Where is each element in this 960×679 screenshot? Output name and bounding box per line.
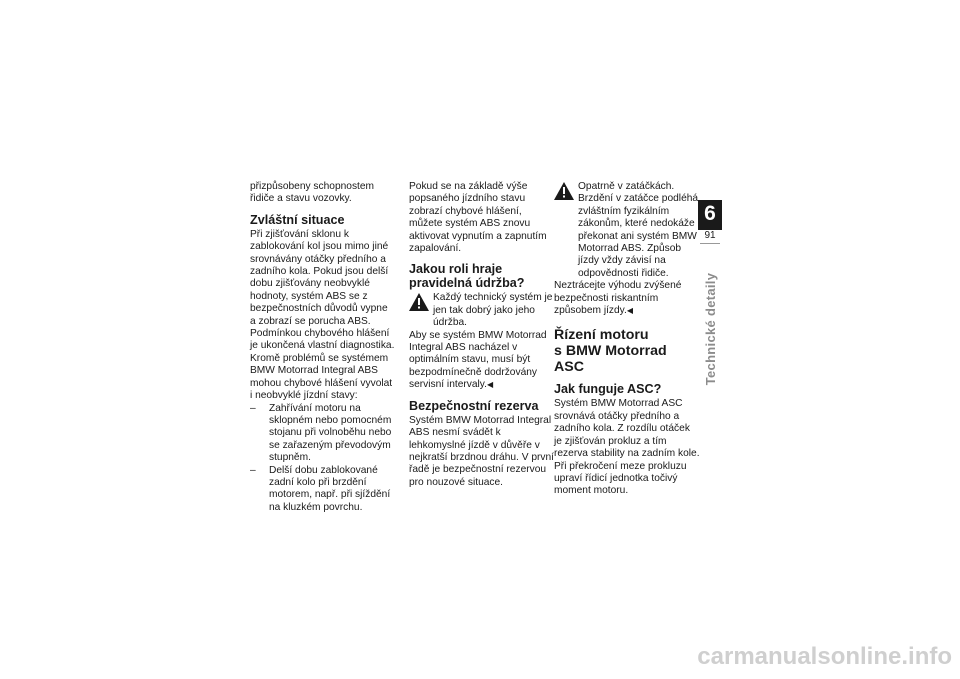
text-column-2	[409, 181, 555, 489]
heading-asc	[554, 327, 700, 375]
heading-special-situations: Zvláštní situace	[250, 212, 345, 227]
respect-text: Neztrácejte výhodu zvýšené bezpečnosti riskantním způsobem jízdy.	[554, 280, 682, 317]
warning-triangle-icon	[409, 293, 429, 311]
intro-paragraph: přizpůsobeny schopnostem řidiče a stavu vozovky.	[250, 181, 375, 205]
maintenance-text: Aby se systém BMW Motorrad Integral ABS nacházel v optimálním stavu, musí být bezpodmínečně dodržovány servisní intervaly.	[409, 329, 547, 391]
how-asc-works-paragraph: Systém BMW Motorrad ASC srovnává otáčky předního a zadního kola. Z rozdílu otáček je zjišťován prokluz a tím rezerva stability na zadním kole. Při překročení meze prokluzu upraví řídicí jednotka točivý moment motoru.	[554, 398, 700, 497]
respect-paragraph	[554, 280, 700, 317]
heading-safety-reserve: Bezpečnostní rezerva	[409, 398, 539, 413]
end-mark-icon: ◀	[626, 306, 634, 316]
warning-maintenance-text: Každý technický systém je jen tak dobrý jako jeho údržba.	[433, 292, 553, 329]
situation-list	[250, 403, 396, 515]
special-situations-paragraph: Při zjišťování sklonu k zablokování kol jsou mimo jiné srovnávány otáčky předního a zadního kola. Pokud jsou delší dobu zjišťovány neobvyklé hodnoty, systém ABS se z bezpečnostních důvodů vypne a zobrazí se porucha ABS. Podmínkou chybového hlášení je ukončená vlastní diagnostika.	[250, 228, 395, 352]
heading-asc-line1: Řízení motoru	[554, 327, 649, 344]
page-number-rule	[700, 243, 720, 244]
warning-curves-text: Opatrně v zatáčkách. Brzdění v zatáčce podléhá zvláštním fyzikálním zákonům, které nedokáže překonat ani systém BMW Motorrad ABS. Způsob jízdy vždy závisí na odpovědnosti řidiče.	[578, 181, 699, 279]
text-column-3	[554, 181, 700, 498]
heading-asc-line2: s BMW Motorrad ASC	[554, 343, 667, 376]
heading-maintenance: Jakou roli hraje pravidelná údržba?	[409, 262, 525, 291]
watermark: carmanualsonline.info	[697, 643, 952, 670]
continued-paragraph	[409, 181, 555, 255]
maintenance-paragraph	[409, 330, 555, 392]
heading-how-asc-works: Jak funguje ASC?	[554, 382, 662, 397]
chapter-title-vertical: Technické detaily	[703, 272, 718, 386]
warning-curves	[554, 181, 700, 280]
chapter-number-tab: 6	[698, 200, 722, 230]
continued-text: Pokud se na základě výše popsaného jízdního stavu zobrazí chybové hlášení, můžete systém ABS znovu aktivovat vypnutím a zapnutím zapalování.	[409, 181, 547, 255]
list-item: – Delší dobu zablokované zadní kolo při brzdění motorem, např. při sjíždění na kluzkém povrchu.	[250, 465, 396, 515]
warning-maintenance	[409, 292, 555, 329]
warning-triangle-icon	[554, 182, 574, 200]
safety-reserve-paragraph: Systém BMW Motorrad Integral ABS nesmí svádět k lehkomyslné jízdě v důvěře v nejkratší brzdnou dráhu. V první řadě je bezpečnostní rezervou pro nouzové situace.	[409, 414, 554, 488]
page-number: 91	[704, 230, 716, 241]
end-mark-icon: ◀	[486, 380, 494, 390]
text-column-1	[250, 181, 396, 514]
list-item: – Zahřívání motoru na sklopném nebo pomocném stojanu při volnoběhu nebo se zařazeným převodovým stupněm.	[250, 403, 396, 465]
besides-paragraph: Kromě problémů se systémem BMW Motorrad Integral ABS mohou chybové hlášení vyvolat i neobvyklé jízdní stavy:	[250, 352, 393, 402]
